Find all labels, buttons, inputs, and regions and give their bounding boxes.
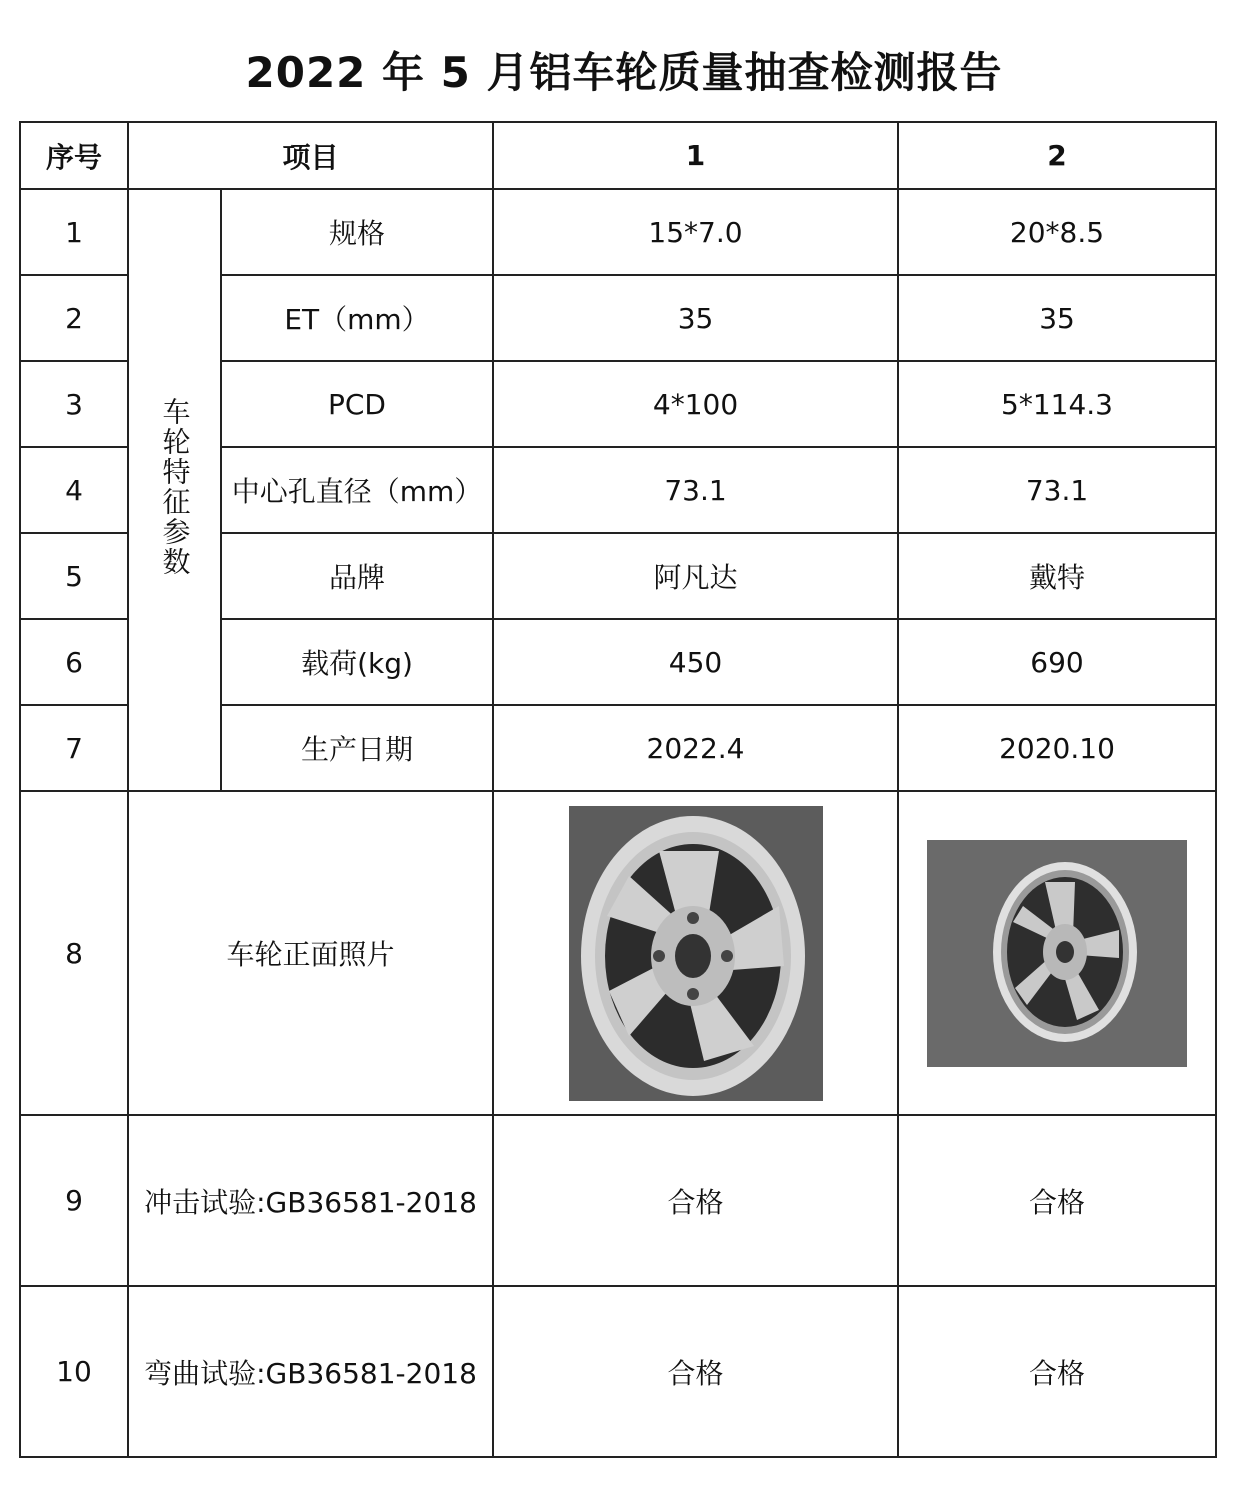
row-item: 弯曲试验:GB36581-2018 <box>128 1286 493 1457</box>
row-value-1: 35 <box>493 275 898 361</box>
header-item: 项目 <box>128 122 493 189</box>
report-title: 2022 年 5 月铝车轮质量抽查检测报告 <box>245 48 1003 97</box>
table-row <box>20 1286 1216 1457</box>
row-index: 5 <box>20 533 128 619</box>
header-sample-2: 2 <box>898 122 1216 189</box>
row-index: 7 <box>20 705 128 791</box>
header-index: 序号 <box>20 122 128 189</box>
row-index: 4 <box>20 447 128 533</box>
table-row <box>20 1115 1216 1286</box>
row-item: 品牌 <box>221 533 493 619</box>
row-index: 9 <box>20 1115 128 1286</box>
report-table <box>19 121 1217 1458</box>
row-value-2: 690 <box>898 619 1216 705</box>
row-value-1: 4*100 <box>493 361 898 447</box>
row-index: 10 <box>20 1286 128 1457</box>
row-value-2: 合格 <box>898 1115 1216 1286</box>
row-index: 8 <box>20 791 128 1115</box>
row-value-1: 15*7.0 <box>493 189 898 275</box>
row-item: 载荷(kg) <box>221 619 493 705</box>
wheel-photo-2 <box>927 840 1187 1067</box>
wheel-photo-1-cell <box>493 791 898 1115</box>
row-index: 3 <box>20 361 128 447</box>
row-item: 规格 <box>221 189 493 275</box>
row-value-2: 2020.10 <box>898 705 1216 791</box>
header-sample-1: 1 <box>493 122 898 189</box>
header-row <box>20 122 1216 189</box>
row-value-2: 戴特 <box>898 533 1216 619</box>
row-value-1: 450 <box>493 619 898 705</box>
row-item: ET（mm） <box>221 275 493 361</box>
row-value-2: 35 <box>898 275 1216 361</box>
row-item: 中心孔直径（mm） <box>221 447 493 533</box>
row-value-1: 2022.4 <box>493 705 898 791</box>
table-row <box>20 189 1216 275</box>
row-value-1: 合格 <box>493 1115 898 1286</box>
row-item: PCD <box>221 361 493 447</box>
row-value-1: 阿凡达 <box>493 533 898 619</box>
row-item: 生产日期 <box>221 705 493 791</box>
group-label-cell <box>128 189 221 791</box>
row-value-2: 5*114.3 <box>898 361 1216 447</box>
row-index: 2 <box>20 275 128 361</box>
row-value-2: 合格 <box>898 1286 1216 1457</box>
row-item: 冲击试验:GB36581-2018 <box>128 1115 493 1286</box>
row-value-2: 20*8.5 <box>898 189 1216 275</box>
group-label: 车轮特征参数 <box>158 396 192 577</box>
row-value-1: 合格 <box>493 1286 898 1457</box>
row-value-1: 73.1 <box>493 447 898 533</box>
wheel-photo-1 <box>569 806 823 1101</box>
row-value-2: 73.1 <box>898 447 1216 533</box>
photo-row <box>20 791 1216 1115</box>
row-index: 1 <box>20 189 128 275</box>
row-index: 6 <box>20 619 128 705</box>
wheel-photo-2-cell <box>898 791 1216 1115</box>
row-item: 车轮正面照片 <box>128 791 493 1115</box>
